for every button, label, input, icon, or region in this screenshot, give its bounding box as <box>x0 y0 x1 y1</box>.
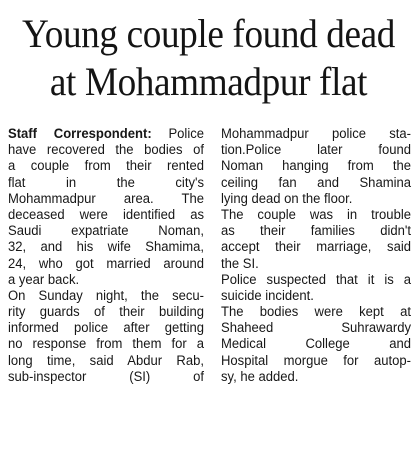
article-line: Hospital morgue for autop- <box>221 352 411 369</box>
article-line: lying dead on the floor. <box>221 190 353 207</box>
article-line: a year back. <box>8 271 80 288</box>
article-line: no response from them for a <box>8 336 205 353</box>
article-line: as their families didn't <box>221 223 411 240</box>
article-line: 24, who got married around <box>8 255 205 272</box>
article-line: Saudi expatriate Noman, <box>8 223 205 240</box>
article-line: sy, he added. <box>221 368 299 385</box>
article-line-text: Police <box>151 126 205 142</box>
article-line: Mohammadpur area. The <box>8 190 205 207</box>
article-first-line <box>8 126 204 142</box>
article-line: ceiling fan and Shamina <box>221 174 411 191</box>
headline-line-2: at Mohammadpur flat <box>49 59 368 104</box>
article-line: the SI. <box>221 255 259 272</box>
byline: Staff Correspondent: <box>8 126 152 142</box>
article-line: rity guards of their building <box>8 304 205 321</box>
article-line: On Sunday night, the secu- <box>8 287 205 304</box>
article-line: a couple from their rented <box>8 158 205 175</box>
article-line: Medical College and <box>221 336 411 353</box>
article-line: 32, and his wife Shamima, <box>8 239 205 256</box>
headline-line-1: Young couple found dead <box>21 11 396 56</box>
article-line: Noman hanging from the <box>221 158 411 175</box>
article-line: flat in the city's <box>8 174 205 191</box>
article-line: long time, said Abdur Rab, <box>8 352 205 369</box>
article-line: tion.Police later found <box>221 142 411 159</box>
article-column-right <box>221 126 411 385</box>
article-line: The bodies were kept at <box>221 304 411 321</box>
article-line: informed police after getting <box>8 320 205 337</box>
article-line: have recovered the bodies of <box>8 142 205 159</box>
article-line: Mohammadpur police sta- <box>221 126 411 142</box>
article-line: Police suspected that it is a <box>221 271 411 288</box>
article-line: The couple was in trouble <box>221 206 411 223</box>
article-line: accept their marriage, said <box>221 239 411 256</box>
article-line: sub-inspector (SI) of <box>8 368 205 385</box>
article-line: suicide incident. <box>221 287 314 304</box>
article-column-left <box>8 126 204 385</box>
headline <box>15 10 403 106</box>
article-line: deceased were identified as <box>8 206 205 223</box>
article-line: Shaheed Suhrawardy <box>221 320 411 337</box>
